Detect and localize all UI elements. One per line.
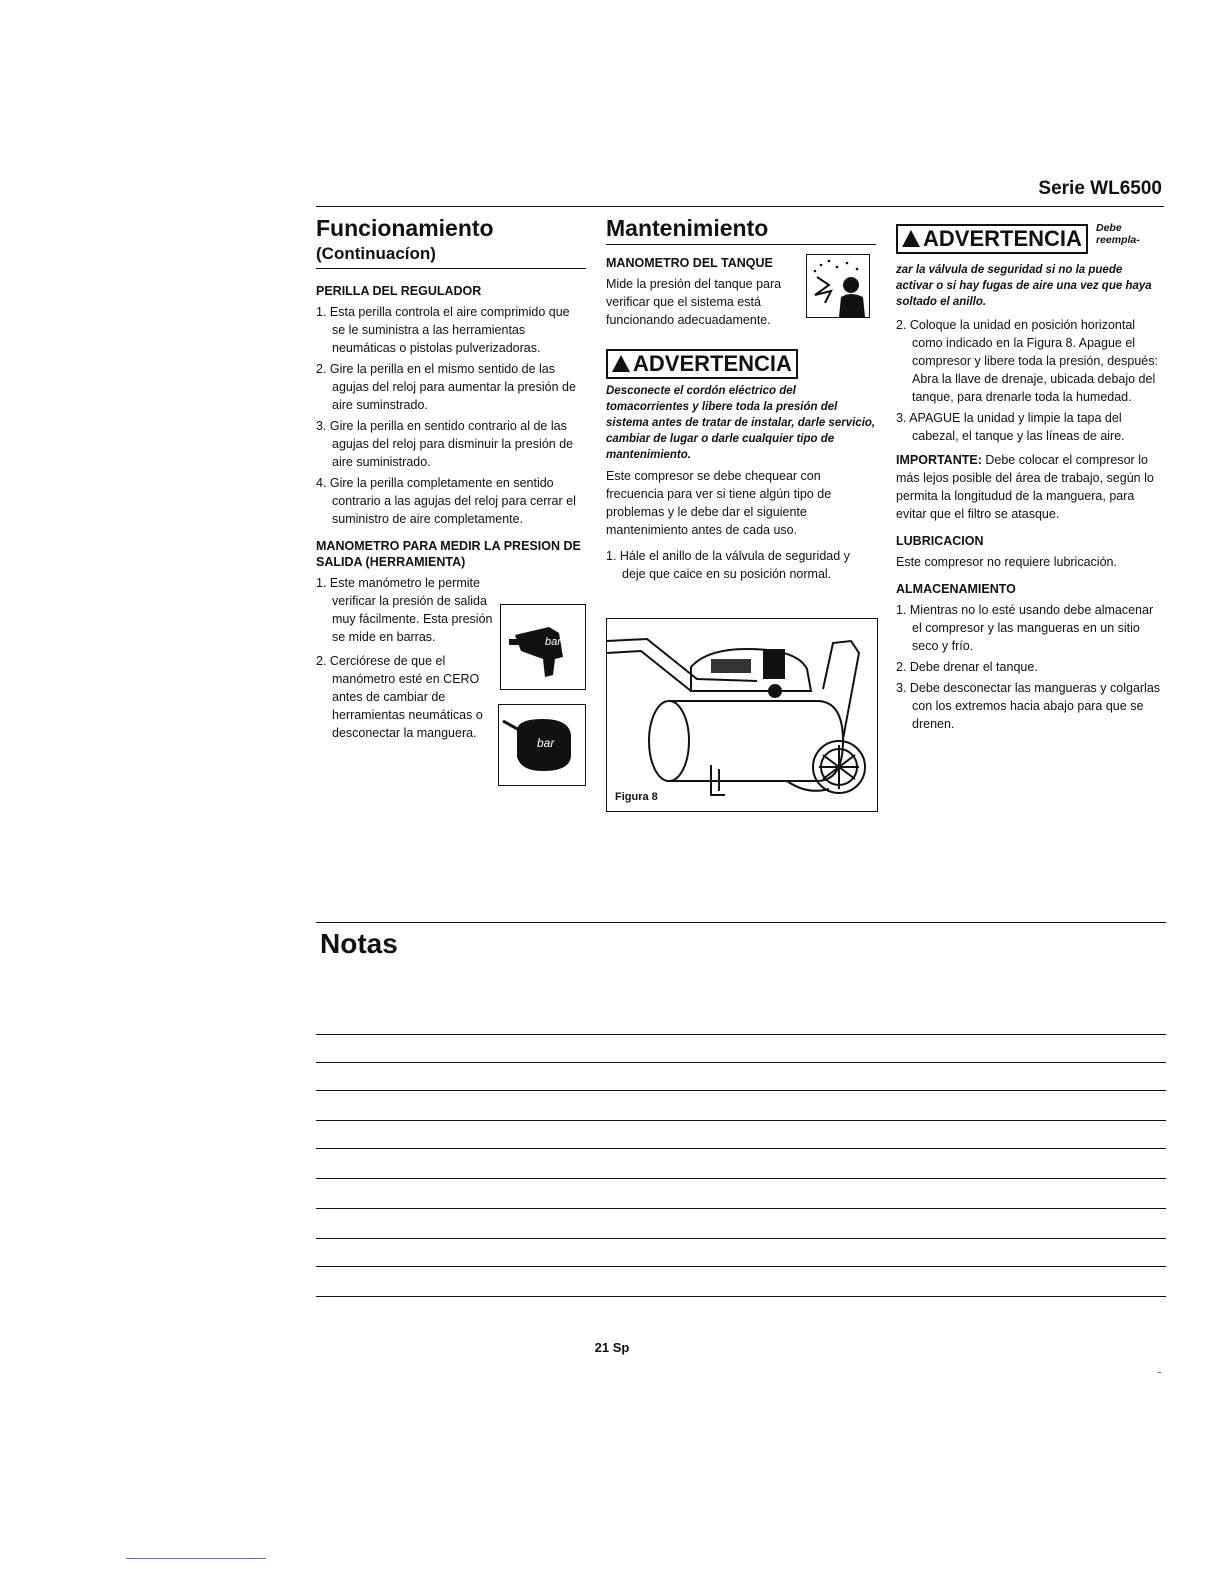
- notes-title: Notas: [320, 928, 398, 959]
- note-line: [316, 1178, 1166, 1179]
- list-item: 3. APAGUE la unidad y limpie la tapa del cabezal, el tanque y las líneas de aire.: [896, 411, 1125, 443]
- lubrication-heading: LUBRICACION: [896, 534, 984, 548]
- list-item: 2. Cerciórese de que el manómetro esté en CERO antes de cambiar de herramientas neumáticas o desconectar la manguera.: [316, 654, 483, 740]
- list-item: 2. Debe drenar el tanque.: [896, 660, 1038, 674]
- notes-top-rule: [316, 922, 1166, 923]
- note-line: [316, 1208, 1166, 1209]
- header-rule: [316, 206, 1164, 207]
- warning-triangle-icon: [902, 230, 920, 247]
- air-tool-gauge-image: [500, 604, 586, 690]
- important-note: [896, 451, 1162, 523]
- compressor-drawing: [607, 619, 877, 811]
- figure-label: Figura 8: [615, 791, 658, 803]
- note-line: [316, 1238, 1166, 1239]
- gauge-list: [316, 574, 500, 742]
- lubrication-text: Este compresor no requiere lubricación.: [896, 555, 1117, 569]
- figure-8: [606, 618, 878, 812]
- note-line: [316, 1062, 1166, 1063]
- warning-box: [606, 349, 798, 379]
- warning-text: zar la válvula de seguridad si no la puede activar o si hay fugas de aire una vez que haya soltado el anillo.: [896, 264, 1152, 308]
- list-item: 1. Mientras no lo esté usando debe almacenar el compresor y las mangueras en un sitio seco y frío.: [896, 603, 1154, 653]
- note-line: [316, 1266, 1166, 1267]
- list-item: 3. Gire la perilla en sentido contrario al de las agujas del reloj para disminuir la presión de aire suministrado.: [316, 419, 574, 469]
- maintenance-body: Este compresor se debe chequear con frecuencia para ver si tiene algún tipo de problemas y le debe dar el siguiente mantenimiento antes de cada uso.: [606, 469, 832, 537]
- note-line: [316, 1120, 1166, 1121]
- list-item: 3. Debe desconectar las mangueras y colgarlas con los extremos hacia abajo para que se drenen.: [896, 681, 1161, 731]
- section-title: Funcionamiento: [316, 215, 494, 241]
- tank-pressure-image: [806, 254, 870, 318]
- list-item: 1. Hále el anillo de la válvula de seguridad y deje que caice en su posición normal.: [606, 549, 850, 581]
- page-number: 21 Sp: [594, 1340, 630, 1355]
- scan-artifact-line: [126, 1558, 266, 1559]
- impact-wrench-icon: [501, 605, 585, 689]
- note-line: [316, 1034, 1166, 1035]
- list-item: 4. Gire la perilla completamente en sentido contrario a las agujas del reloj para cerrar el suministro de aire completamente.: [316, 476, 576, 526]
- storage-heading: ALMACENAMIENTO: [896, 582, 1016, 596]
- important-label: IMPORTANTE:: [896, 453, 982, 467]
- warning-label: ADVERTENCIA: [923, 226, 1082, 251]
- warning-side-text: Debe reempla-: [1096, 222, 1140, 246]
- scan-speck: [1158, 1372, 1161, 1373]
- regulator-list: [316, 303, 586, 528]
- icon-label: bar: [537, 736, 555, 750]
- section-title: Mantenimiento: [606, 214, 876, 245]
- list-item: 1. Esta perilla controla el aire comprimido que se le suministra a las herramientas neumáticas o pistolas pulverizadoras.: [316, 305, 570, 355]
- list-item: 2. Coloque la unidad en posición horizontal como indicado en la Figura 8. Apague el compresor y libere toda la presión, después: Abra la llave de drenaje, ubicada debajo del tanque, para drenarle toda la humedad.: [896, 318, 1158, 404]
- compressor-icon: [499, 705, 585, 785]
- column-continuation: [896, 214, 1162, 736]
- note-line: [316, 1296, 1166, 1297]
- warning-box: [896, 224, 1088, 254]
- regulator-heading: PERILLA DEL REGULADOR: [316, 284, 482, 298]
- warning-text: Desconecte el cordón eléctrico del tomacorrientes y libere toda la presión del sistema antes de tratar de instalar, darle servicio, cambiar de lugar o darle cualquier tipo de mantenimiento.: [606, 385, 876, 461]
- air-compressor-gauge-image: [498, 704, 586, 786]
- tank-gauge-text: Mide la presión del tanque para verificar que el sistema está funcionando adecuadamente.: [606, 277, 782, 327]
- gauge-heading: MANOMETRO PARA MEDIR LA PRESION DE SALIDA (HERRAMIENTA): [316, 539, 581, 569]
- tank-gauge-heading: MANOMETRO DEL TANQUE: [606, 256, 773, 270]
- warning-triangle-icon: [612, 355, 630, 372]
- section-subtitle: (Continuacíon): [316, 242, 586, 269]
- list-item: 2. Gire la perilla en el mismo sentido de las agujas del reloj para aumentar la presión de aire suminstrado.: [316, 362, 576, 412]
- note-line: [316, 1148, 1166, 1149]
- icon-label: bar: [545, 636, 561, 648]
- list-item: 1. Este manómetro le permite verificar la presión de salida muy fácilmente. Esta presión se mide en barras.: [316, 576, 493, 644]
- series-label: Serie WL6500: [1038, 178, 1162, 199]
- pressure-hazard-icon: [807, 255, 869, 317]
- important-text: Debe colocar el compresor lo más lejos posible del área de trabajo, según lo permita la longitudud de la manguera, para evitar que el filtro se atasque.: [896, 453, 1154, 521]
- note-line: [316, 1090, 1166, 1091]
- warning-label: ADVERTENCIA: [633, 351, 792, 376]
